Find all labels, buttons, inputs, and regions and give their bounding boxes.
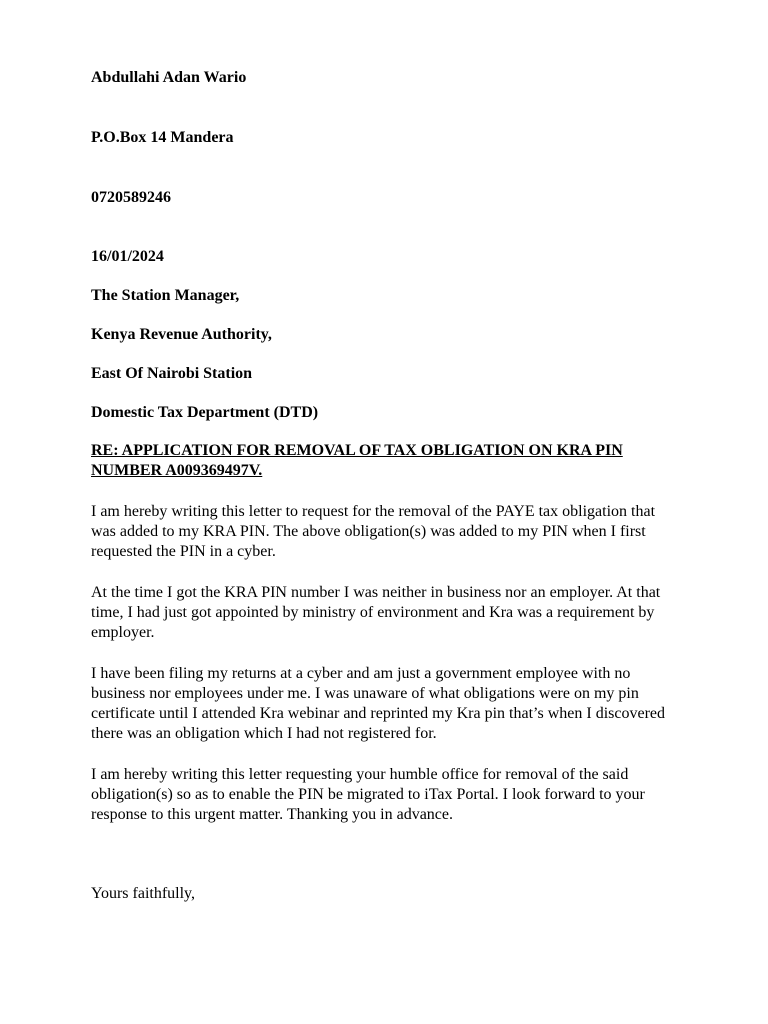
recipient-line-1: The Station Manager,	[91, 287, 240, 304]
sender-name: Abdullahi Adan Wario	[91, 69, 247, 86]
closing: Yours faithfully,	[91, 885, 196, 902]
sender-phone: 0720589246	[91, 189, 171, 206]
body-paragraph-4: I am hereby writing this letter requesting your humble office for removal of the said obligation(s) so as to enable the PIN be migrated to iTax Portal. I look forward to your response to this urgent matter. Thanking you in advance.	[91, 766, 645, 823]
subject-line: RE: APPLICATION FOR REMOVAL OF TAX OBLIGATION ON KRA PIN NUMBER A009369497V.	[91, 442, 623, 479]
body-paragraph-3: I have been filing my returns at a cyber and am just a government employee with no business nor employees under me. I was unaware of what obligations were on my pin certificate until I attended Kra webinar and reprinted my Kra pin that’s when I discovered there was an obligation which I had not registered for.	[91, 665, 665, 742]
body-paragraph-2: At the time I got the KRA PIN number I was neither in business nor an employer. At that time, I had just got appointed by ministry of environment and Kra was a requirement by employer.	[91, 584, 661, 641]
recipient-line-2: Kenya Revenue Authority,	[91, 326, 272, 343]
letter-date: 16/01/2024	[91, 248, 164, 265]
sender-address: P.O.Box 14 Mandera	[91, 129, 234, 146]
body-paragraph-1: I am hereby writing this letter to request for the removal of the PAYE tax obligation that was added to my KRA PIN. The above obligation(s) was added to my PIN when I first requested the PIN in a cyber.	[91, 503, 656, 560]
recipient-line-3: East Of Nairobi Station	[91, 365, 253, 382]
recipient-line-4: Domestic Tax Department (DTD)	[91, 404, 319, 421]
